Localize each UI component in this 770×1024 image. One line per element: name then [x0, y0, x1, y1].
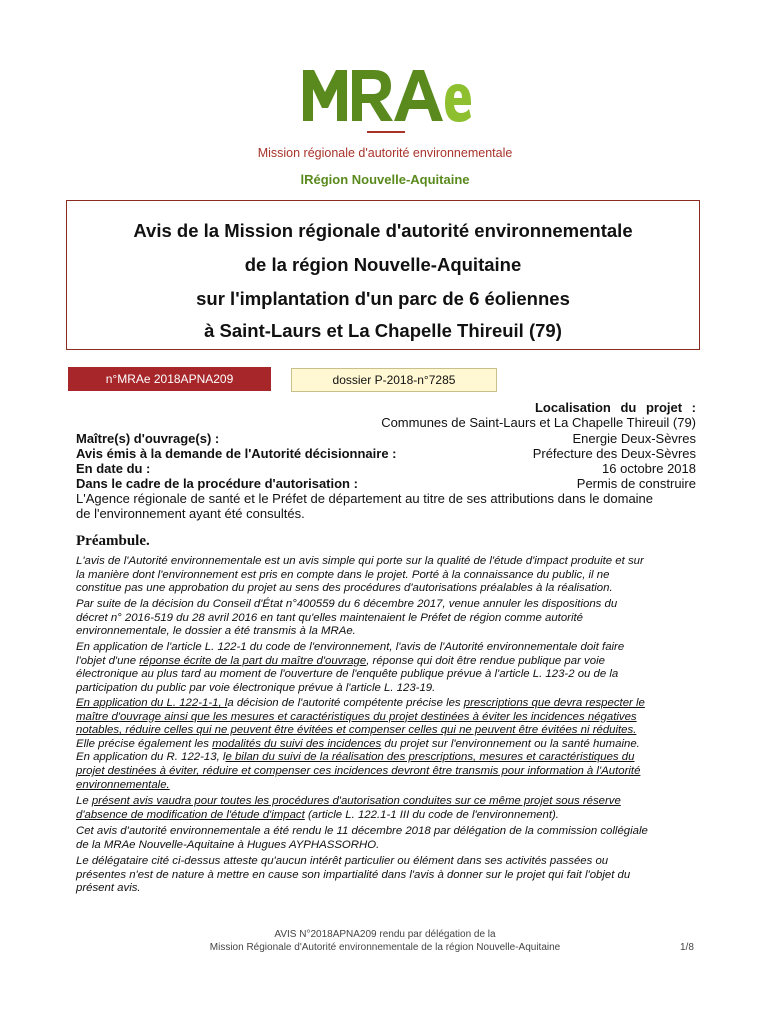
footer-line-2: Mission Régionale d'Autorité environnementale de la région Nouvelle-Aquitaine: [209, 942, 561, 953]
title-box: [66, 200, 700, 350]
preamble-paragraph-7: Le délégataire cité ci-dessus atteste qu'aucun intérêt particulier ou élément dans ses activités passées ou présentes n'est de nature à mettre en cause son impartialité dans l'avis à donner sur le projet qui fait l'objet du présent avis.: [76, 855, 631, 895]
procedure-value: Permis de construire: [576, 476, 696, 491]
mrae-logo: [0, 62, 770, 142]
dossier-number-box: dossier P-2018-n°7285: [291, 368, 497, 392]
localisation-label: Localisation du projet :: [534, 400, 696, 415]
title-line-3: sur l'implantation d'un parc de 6 éoliennes: [196, 288, 570, 309]
autorite-label: Avis émis à la demande de l'Autorité décisionnaire :: [76, 446, 397, 461]
consultation-line-2: de l'environnement ayant été consultés.: [76, 506, 305, 521]
footer-line-1: AVIS N°2018APNA209 rendu par délégation de la: [274, 929, 496, 940]
maitre-ouvrage-value: Energie Deux-Sèvres: [572, 431, 696, 446]
title-line-1: Avis de la Mission régionale d'autorité environnementale: [133, 220, 633, 241]
date-value: 16 octobre 2018: [602, 461, 696, 476]
autorite-value: Préfecture des Deux-Sèvres: [532, 446, 696, 461]
mrae-number-badge: n°MRAe 2018APNA209: [68, 367, 271, 391]
underlined-reponse: réponse écrite de la part du maître d'ouvrage: [139, 654, 367, 667]
preamble-paragraph-3: En application de l'article L. 122-1 du code de l'environnement, l'avis de l'Autorité environnementale doit faire l'objet d'une réponse écrite de la part du maître d'ouvrage, réponse qui doit être rendue publique par voie électronique au plus tard au moment de l'ouverture de l'enquête publique prévue à l'article L. 123-2 ou de la participation du public par voie électronique prévue à l'article L. 123-19.: [76, 641, 625, 694]
date-label: En date du :: [76, 461, 151, 476]
title-line-4: à Saint-Laurs et La Chapelle Thireuil (79): [204, 320, 562, 341]
page-number: 1/8: [680, 942, 694, 953]
preamble-paragraph-2: Par suite de la décision du Conseil d'État n°400559 du 6 décembre 2017, venue annuler les dispositions du décret n° 2016-519 du 28 avril 2016 en tant qu'elles maintenaient le Préfet de région comme autorité environnementale, le dossier a été transmis à la MRAe.: [76, 598, 618, 638]
title-line-2: de la région Nouvelle-Aquitaine: [244, 254, 522, 275]
preamble-paragraph-4: En application du L. 122-1-1, la décision de l'autorité compétente précise les prescriptions que devra respecter le maître d'ouvrage ainsi que les mesures et caractéristiques du projet destinées à éviter les incidences négatives notables, réduire celles qui ne peuvent être évitées et compenser celles qui ne peuvent être évitées ni réduites. Elle précise également les modalités du suivi des incidences du projet sur l'environnement ou la santé humaine. En application du R. 122-13, le bilan du suivi de la réalisation des prescriptions, mesures et caractéristiques du projet destinées à éviter, réduire et compenser ces incidences devront être transmis pour information à l'Autorité environnementale.: [76, 697, 645, 791]
procedure-label: Dans le cadre de la procédure d'autorisation :: [76, 476, 358, 491]
region-name: lRégion Nouvelle-Aquitaine: [300, 172, 470, 187]
preamble-heading: Préambule.: [76, 533, 150, 549]
preamble-paragraph-5: Le présent avis vaudra pour toutes les procédures d'autorisation conduites sur ce même projet sous réserve d'absence de modification de l'étude d'impact (article L. 122.1-1 III du code de l'environnement).: [76, 795, 621, 821]
logo-divider: [367, 131, 405, 133]
consultation-line-1: L'Agence régionale de santé et le Préfet de département au titre de ses attributions dans le domaine: [76, 491, 654, 506]
maitre-ouvrage-label: Maître(s) d'ouvrage(s) :: [76, 431, 220, 446]
localisation-value: Communes de Saint-Laurs et La Chapelle Thireuil (79): [381, 415, 696, 430]
mission-name: Mission régionale d'autorité environnementale: [257, 146, 513, 160]
preamble-paragraph-6: Cet avis d'autorité environnementale a été rendu le 11 décembre 2018 par délégation de la commission collégiale de la MRAe Nouvelle-Aquitaine à Hugues AYPHASSORHO.: [76, 825, 648, 851]
preamble-paragraph-1: L'avis de l'Autorité environnementale est un avis simple qui porte sur la qualité de l'étude d'impact produite et sur la manière dont l'environnement est pris en compte dans le projet. Porté à la connaissance du public, il ne constitue pas une approbation du projet au sens des procédures d'autorisations préalables à la réalisation.: [76, 555, 644, 595]
